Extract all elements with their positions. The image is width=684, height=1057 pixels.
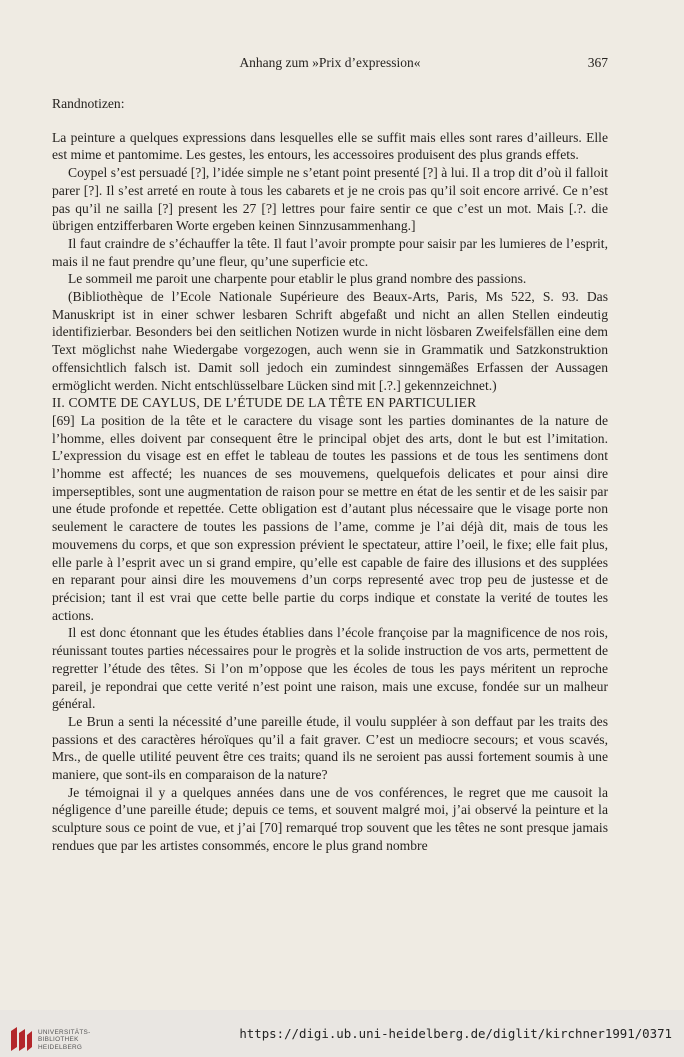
permalink-url[interactable]: https://digi.ub.uni-heidelberg.de/diglit/kirchner1991/0371 [239,1026,672,1041]
viewer-footer [0,1010,684,1057]
library-name: UNIVERSITÄTS- BIBLIOTHEK HEIDELBERG [38,1029,91,1051]
notes-heading: Randnotizen: [52,96,125,111]
body-paragraph: [69] La position de la tête et le caractere du visage sont les parties dominantes de la nature de l’homme, elles doivent par consequent être le principal objet des arts, dont le but est l’imitation. L’expression du visage est en effet le tableau de toutes les passions et de tous les sentimens dont l’homme est affecté; les nuances de ses mouvemens, quelquefois delicates et pour ainsi dire imperseptibles, sont une augmentation de raison pour se mettre en état de les sentir et de les saisir par une étude profonde et repettée. Cette obligation est d’autant plus nécessaire que le visage porte non seulement le caractere de toutes les passions de l’ame, comme je l’ai déjà dit, mais de tous les mouvemens du corps, et que son expression prévient le spectateur, attire l’oeil, le fixe; elle fait plus, elle parle à l’esprit avec un si grand empire, qu’elle est capable de faire des illusions et des supplées en reparant pour ainsi dire les mouvemens d’un corps representé avec trop peu de justesse et de précision; tant il est vrai que cette belle partie du corps indique et constate la verité de toutes les actions. [52,412,608,623]
running-header [52,55,608,75]
page-body [52,95,608,855]
note-paragraph: La peinture a quelques expressions dans lesquelles elle se suffit mais elles sont rares d’ailleurs. Elle est mime et pantomime. Les gestes, les entours, les accessoires produisent des plus grands effets. [52,129,608,163]
body-paragraph: Je témoignai il y a quelques années dans une de vos conférences, le regret que me causoit la négligence d’une pareille étude; depuis ce tems, et souvent malgré moi, j’ai observé la peinture et la sculpture sous ce point de vue, et j’ai [70] remarqué trop souvent que les têtes ne sont presque jamais rendues que par les artistes consommés, encore le plus grand nombre [52,784,608,853]
source-note: (Bibliothèque de l’Ecole Nationale Supérieure des Beaux-Arts, Paris, Ms 522, S. 93. Das Manuskript ist in einer schwer lesbaren Schrift abgefaßt und nicht an allen Stellen eindeutig identifizierbar. Besonders bei den seitlichen Notizen wurde in nicht lösbaren Zweifelsfällen eine dem Text möglichst nahe Wiedergabe vorgezogen, auch wenn sie in Grammatik und Satzkonstruktion offensichtlich falsch ist. Damit soll jedoch ein zumindest sinngemäßes Erfassen der Aussagen ermöglicht werden. Nicht entschlüsselbare Lücken sind mit [.?.] gekennzeichnet.) [52,289,608,393]
section-title: II. COMTE DE CAYLUS, DE L’ÉTUDE DE LA TÊTE EN PARTICULIER [52,395,477,411]
note-paragraph: Il faut craindre de s’échauffer la tête. Il faut l’avoir prompte pour saisir par les lumieres de l’esprit, mais il ne faut prendre qu’une fleur, qu’une superficie etc. [52,235,608,269]
body-paragraph: Le Brun a senti la nécessité d’une pareille étude, il voulu suppléer à son deffaut par les traits des passions et des caractères héroïques qu’il a fait graver. C’est un mediocre secours; et vous scavés, Mrs., de quelle utilité peuvent être ces traits; quand ils ne seroient pas aussi fortement soumis à une maniere, que sont-ils en comparaison de la nature? [52,713,608,783]
body-paragraph: Il est donc étonnant que les études établies dans l’école françoise par la magnificence de nos rois, réunissant toutes parties nécessaires pour le progrès et la solide instruction de vos arts, permettent de regretter l’étude des têtes. Si l’on m’oppose que les écoles de tous les pays méritent un reproche pareil, je repondrai que cette verité n’est point une raison, mais une excuse, fondée sur un malheur général. [52,625,608,712]
page-number: 367 [587,55,608,70]
running-title: Anhang zum »Prix d’expression« [239,55,421,70]
note-paragraph: Le sommeil me paroit une charpente pour etablir le plus grand nombre des passions. [68,271,527,287]
library-logo-icon [8,1025,34,1053]
note-paragraph: Coypel s’est persuadé [?], l’idée simple ne s’etant point presenté [?] à lui. Il a trop dit d’où il falloit parer [?]. Il s’est arreté en route à tous les cabarets et je ne crois pas qu’il soit encore arrivé. Ce n’est pas qu’il ne sailla [?] present les 27 [?] lettres pour faire sentir ce que c’est un mot. Mais [.?. die übrigen entzifferbaren Worte ergeben keinen Sinnzusammenhang.] [52,165,608,234]
